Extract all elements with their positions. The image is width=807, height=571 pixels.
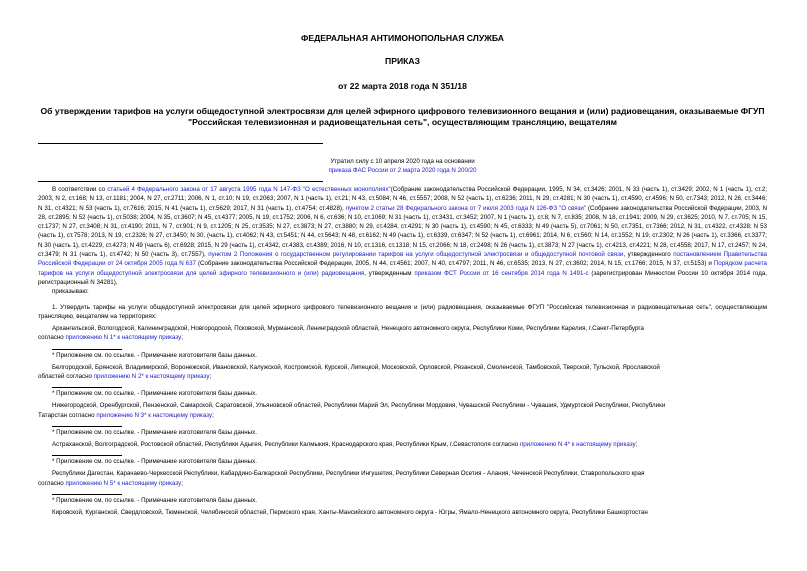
region-list-item-cont: согласно приложению N 5* к настоящему приказу; <box>38 479 183 487</box>
region-list-item-cont: Татарстан согласно приложению N 3* к настоящему приказу; <box>38 411 214 419</box>
appendix-3-link[interactable]: приложению N 3* к настоящему приказу <box>96 411 213 419</box>
footnote-divider <box>52 455 122 456</box>
expired-text: Утратил силу с 10 апреля 2020 года на основании <box>330 158 475 165</box>
region-list-item-cont: согласно приложению N 1* к настоящему приказу; <box>38 334 183 342</box>
regulation-link[interactable]: пунктом 2 Положения о государственном регулировании тарифов на услуги общедоступной электросвязи и общедоступной почтовой связи <box>208 251 624 259</box>
footnote-divider <box>52 387 122 388</box>
appendix-5-link[interactable]: приложению N 5* к настоящему приказу <box>65 479 182 487</box>
footnote: * Приложение см. по ссылке. - Примечание изготовителя базы данных. <box>52 390 257 398</box>
footnote: * Приложение см. по ссылке. - Примечание изготовителя базы данных. <box>52 458 257 466</box>
region-list-item: Кировской, Курганской, Свердловской, Тюменской, Челябинской областей, Пермского края, Ханты-Мансийского автономного округа - Югры, Ямало-Ненецкого автономного округа, Республики Башкортостан <box>52 508 648 516</box>
region-list-item: Астраханской, Волгоградской, Ростовской областей, Республики Адыгея, Республики Калмыкия, Краснодарского края, Республики Крым, г.Севастополя согласно приложению N 4* к настоящему приказу; <box>52 440 638 448</box>
doc-title: Об утверждении тарифов на услуги общедоступной электросвязи для целей эфирного цифрового телевизионного вещания и (или) радиовещания, оказываемые ФГУП "Российская телевизионная и радиовещательная сеть", осуществляющим трансляцию, вещателям <box>40 106 765 127</box>
appendix-1-link[interactable]: приложению N 1* к настоящему приказу <box>65 334 182 342</box>
appendix-4-link[interactable]: приложению N 4* к настоящему приказу <box>519 440 636 448</box>
expired-link[interactable]: приказа ФАС России от 2 марта 2020 года N 200/20 <box>328 167 477 174</box>
law-link[interactable]: статьей 4 Федерального закона от 17 августа 1995 года N 147-ФЗ "О естественных монополиях" <box>107 186 391 193</box>
region-list-item: Белгородской, Брянской, Владимирской, Воронежской, Ивановской, Калужской, Костромской, Курской, Липецкой, Московской, Орловской, Рязанской, Смоленской, Тамбовской, Тверской, Тульской, Ярославской <box>52 363 660 371</box>
expired-notice <box>38 157 767 175</box>
footnote: * Приложение см. по ссылке. - Примечание изготовителя базы данных. <box>52 496 257 504</box>
preamble: В соответствии со статьей 4 Федерального закона от 17 августа 1995 года N 147-ФЗ "О естественных монополиях"(Собрание законодательства Российской Федерации, 1995, N 34, ст.3426; 2001, N 33 (часть 1), ст.3429; 2002, N 1 (часть 1), ст.2; 2003, N 2, ст.168; N 13, ст.1181; 2004, N 27, ст.2711; 2006, N 1, ст.10; N 19, ст.2063; 2007, N 1 (часть 1), ст.21; N 43, ст.5084; N 46, ст.5557; 2008, N 52 (часть 1), ст.6236; 2011, N 29, ст.4281; N 30 (часть 1), ст.4590, ст.4596; N 50, ст.7343; 2012, N 26, ст.3446; N 31, ст.4321; N 53 (часть 1), ст.7616; 2015, N 41 (часть 1), ст.5629; 2017, N 31 (часть 1), ст.4754; ст.4828), пунктом 2 статьи 28 Федерального закона от 7 июля 2003 года N 126-ФЗ "О связи" (Собрание законодательства Российской Федерации, 2003, N 28, ст.2895; N 52 (часть 1), ст.5038; 2004, N 35, ст.3607; N 45, ст.4377; 2005, N 19, ст.1752; 2006, N 6, ст.636; N 10, ст.1069; N 31 (часть 1), ст.3431, ст.3452; 2007, N 1 (часть 1), ст.8; N 7, ст.835; 2008, N 18, ст.1941; 2009, N 29, ст.3625; 2010, N 7, ст.705; N 15, ст.1737; N 27, ст.3408; N 31, ст.4190; 2011, N 7, ст.901; N 9, ст.1205; N 25, ст.3535; N 27, ст.3873; N 27, ст.3880; N 29, ст.4284, ст.4291; N 30 (часть 1), ст.4590; N 45, ст.6333; N 49 (часть 5), ст.7061; N 50, ст.7351, ст.7366; 2012, N 31, ст.4322, ст.4328; N 53 (часть 1), ст.7578; 2013, N 19, ст.2326; N 27, ст.3450; N 30, (часть 1), ст.4062; N 43, ст.5451; N 44, ст.5643; N 48, ст.6162; N 49 (часть 1), ст.6339, ст.6347; N 52 (часть 1), ст.6961; 2014, N 6, ст.560; N 14, ст.1552; N 19, ст.2302; N 26 (часть 1), ст.3366, ст.3377; N 30 (часть 1), ст.4229, ст.4273; N 49 (часть 6), ст.6928; 2015, N 29 (часть 1), ст.4342, ст.4383, ст.4389; 2016, N 10, ст.1316, ст.1318; N 15, ст.2066; N 18, ст.2498; N 26 (часть 1), ст.3873; N 27 (часть 1), ст.4213, ст.4221; N 28, ст.4558; 2017, N 17, ст.2457; N 24, ст.3479; N 31 (часть 1), ст.4742; N 50 (часть 3), ст.7557), пунктом 2 Положения о государственном регулировании тарифов на услуги общедоступной электросвязи и общедоступной почтовой связи, утвержденного постановлением Правительства Российской Федерации от 24 октября 2005 года N 637 (Собрание законодательства Российской Федерации, 2005, N 44, ст.4561; 2007, N 40, ст.4797; 2011, N 46, ст.6535; 2013, N 27, ст.3602; 2014, N 15, ст.1766; 2015, N 37, ст.5153) и Порядком расчета тарифов на услуги общедоступной электросвязи для целей эфирного телевизионного и (или) радиовещания, утвержденным приказом ФСТ России от 16 сентября 2014 года N 1491-с (зарегистрирован Минюстом России 10 октября 2014 года, регистрационный N 34281), <box>38 186 768 286</box>
order-word: приказываю: <box>52 288 89 296</box>
divider <box>38 181 323 182</box>
region-list-item-cont: областей согласно приложению N 2* к настоящему приказу; <box>38 373 212 381</box>
footnote-divider <box>52 426 122 427</box>
footnote: * Приложение см. по ссылке. - Примечание изготовителя базы данных. <box>52 428 257 436</box>
gov-decree-link[interactable]: постановлением Правительства Российской Федерации от 24 октября 2005 года N 637 <box>38 251 768 268</box>
item-1: 1. Утвердить тарифы на услуги общедоступной электросвязи для целей эфирного цифрового телевизионного вещания и (или) радиовещания, оказываемые ФГУП "Российская телевизионная и радиовещательная сеть", осуществляющим трансляцию, вещателям на территориях: <box>38 303 767 320</box>
region-list-item: Архангельской, Вологодской, Калининградской, Новгородской, Псковской, Мурманской, Ленинградской областей, Ненецкого автономного округа, Республики Коми, Республики Карелия, г.Санкт-Петербурга <box>52 325 644 333</box>
comm-law-link[interactable]: пунктом 2 статьи 28 Федерального закона от 7 июля 2003 года N 126-ФЗ "О связи" <box>345 204 587 212</box>
doc-date: от 22 марта 2018 года N 351/18 <box>338 81 467 91</box>
agency-name: ФЕДЕРАЛЬНАЯ АНТИМОНОПОЛЬНАЯ СЛУЖБА <box>301 33 504 43</box>
document-body <box>38 185 767 517</box>
fst-order-link[interactable]: приказом ФСТ России от 16 сентября 2014 года N 1491-с <box>414 269 589 277</box>
region-list-item: Нижегородской, Оренбургской, Пензенской, Самарской, Саратовской, Ульяновской областей, Республики Марий Эл, Республики Мордовия, Чувашской Республики - Чувашия, Удмуртской Республики, Республики <box>52 402 666 410</box>
appendix-2-link[interactable]: приложению N 2* к настоящему приказу <box>93 373 210 381</box>
footnote-divider <box>52 494 122 495</box>
region-list-item: Республики Дагестан, Карачаево-Черкесской Республики, Кабардино-Балкарской Республики, Республики Ингушетия, Республики Северная Осетия - Алания, Чеченской Республики, Ставропольского края <box>52 470 645 478</box>
divider <box>38 143 323 144</box>
procedure-link[interactable]: Порядком расчета тарифов на услуги общедоступной электросвязи для целей эфирного телевизионного и (или) радиовещания <box>38 260 767 277</box>
footnote-divider <box>52 349 122 350</box>
doc-type: ПРИКАЗ <box>385 56 420 66</box>
footnote: * Приложение см. по ссылке. - Примечание изготовителя базы данных. <box>52 351 257 359</box>
